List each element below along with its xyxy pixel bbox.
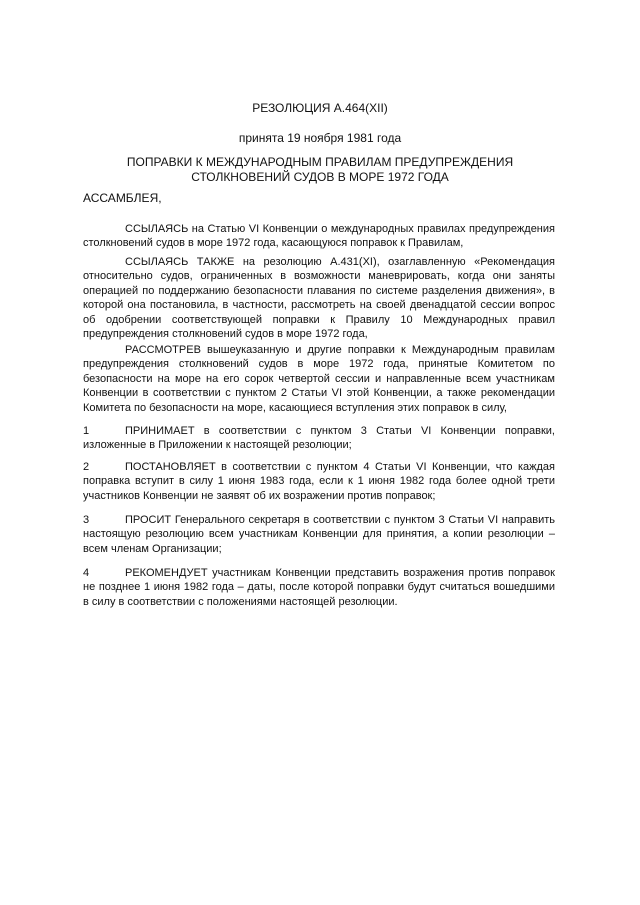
operative-paragraph — [83, 513, 555, 556]
paragraph-number: 1 — [83, 425, 90, 437]
paragraph-text: ПРИНИМАЕТ в соответствии с пунктом 3 Статьи VI Конвенции поправки, изложенные в Приложении к настоящей резолюции; — [83, 425, 555, 452]
paragraph-number: 3 — [83, 514, 90, 526]
adoption-date: принята 19 ноября 1981 года — [238, 131, 402, 145]
paragraph-number: 4 — [83, 567, 90, 579]
resolution-subject: ПОПРАВКИ К МЕЖДУНАРОДНЫМ ПРАВИЛАМ ПРЕДУПРЕЖДЕНИЯ СТОЛКНОВЕНИЙ СУДОВ В МОРЕ 1972 ГОДА — [126, 155, 514, 184]
addressee: АССАМБЛЕЯ, — [83, 191, 162, 205]
operative-paragraph — [83, 566, 555, 609]
preamble-paragraph: ССЫЛАЯСЬ на Статью VI Конвенции о международных правилах предупреждения столкновений судов в море 1972 года, касающуюся поправок к Правилам, — [83, 223, 555, 250]
operative-paragraph — [83, 424, 555, 453]
operative-paragraph — [83, 460, 555, 503]
paragraph-text: ПРОСИТ Генерального секретаря в соответствии с пунктом 3 Статьи VI направить настоящую резолюцию всем участникам Конвенции для принятия, а копии резолюции – всем членам Организации; — [83, 514, 555, 555]
preamble-paragraph: РАССМОТРЕВ вышеуказанную и другие поправки к Международным правилам предупреждения столкновений судов в море 1972 года, принятые Комитетом по безопасности на море на его сорок четвертой сессии и направленные всем участникам Конвенции в соответствии с пунктом 2 Статьи VI этой Конвенции, а также рекомендации Комитета по безопасности на море, касающиеся вступления этих поправок в силу, — [83, 344, 555, 414]
preamble-paragraph: ССЫЛАЯСЬ ТАКЖЕ на резолюцию А.431(XI), озаглавленную «Рекомендация относительно судов, ограниченных в возможности маневрировать, когда они заняты операцией по поддержанию безопасности плавания по системе разделения движения», в которой она постановила, в частности, рассмотреть на своей двенадцатой сессии вопрос об одобрении соответствующей поправки к Правилу 10 Международных правил предупреждения столкновений судов в море 1972 года, — [83, 256, 555, 341]
paragraph-number: 2 — [83, 461, 90, 473]
resolution-title: РЕЗОЛЮЦИЯ А.464(XII) — [252, 101, 388, 115]
paragraph-text: ПОСТАНОВЛЯЕТ в соответствии с пунктом 4 Статьи VI Конвенции, что каждая поправка вступит в силу 1 июня 1983 года, если к 1 июня 1982 года более одной трети участников Конвенции не заявят об их возражении против поправок; — [83, 461, 555, 502]
paragraph-text: РЕКОМЕНДУЕТ участникам Конвенции представить возражения против поправок не позднее 1 июня 1982 года – даты, после которой поправки будут считаться вошедшими в силу в соответствии с положениями настоящей резолюции. — [83, 567, 555, 608]
